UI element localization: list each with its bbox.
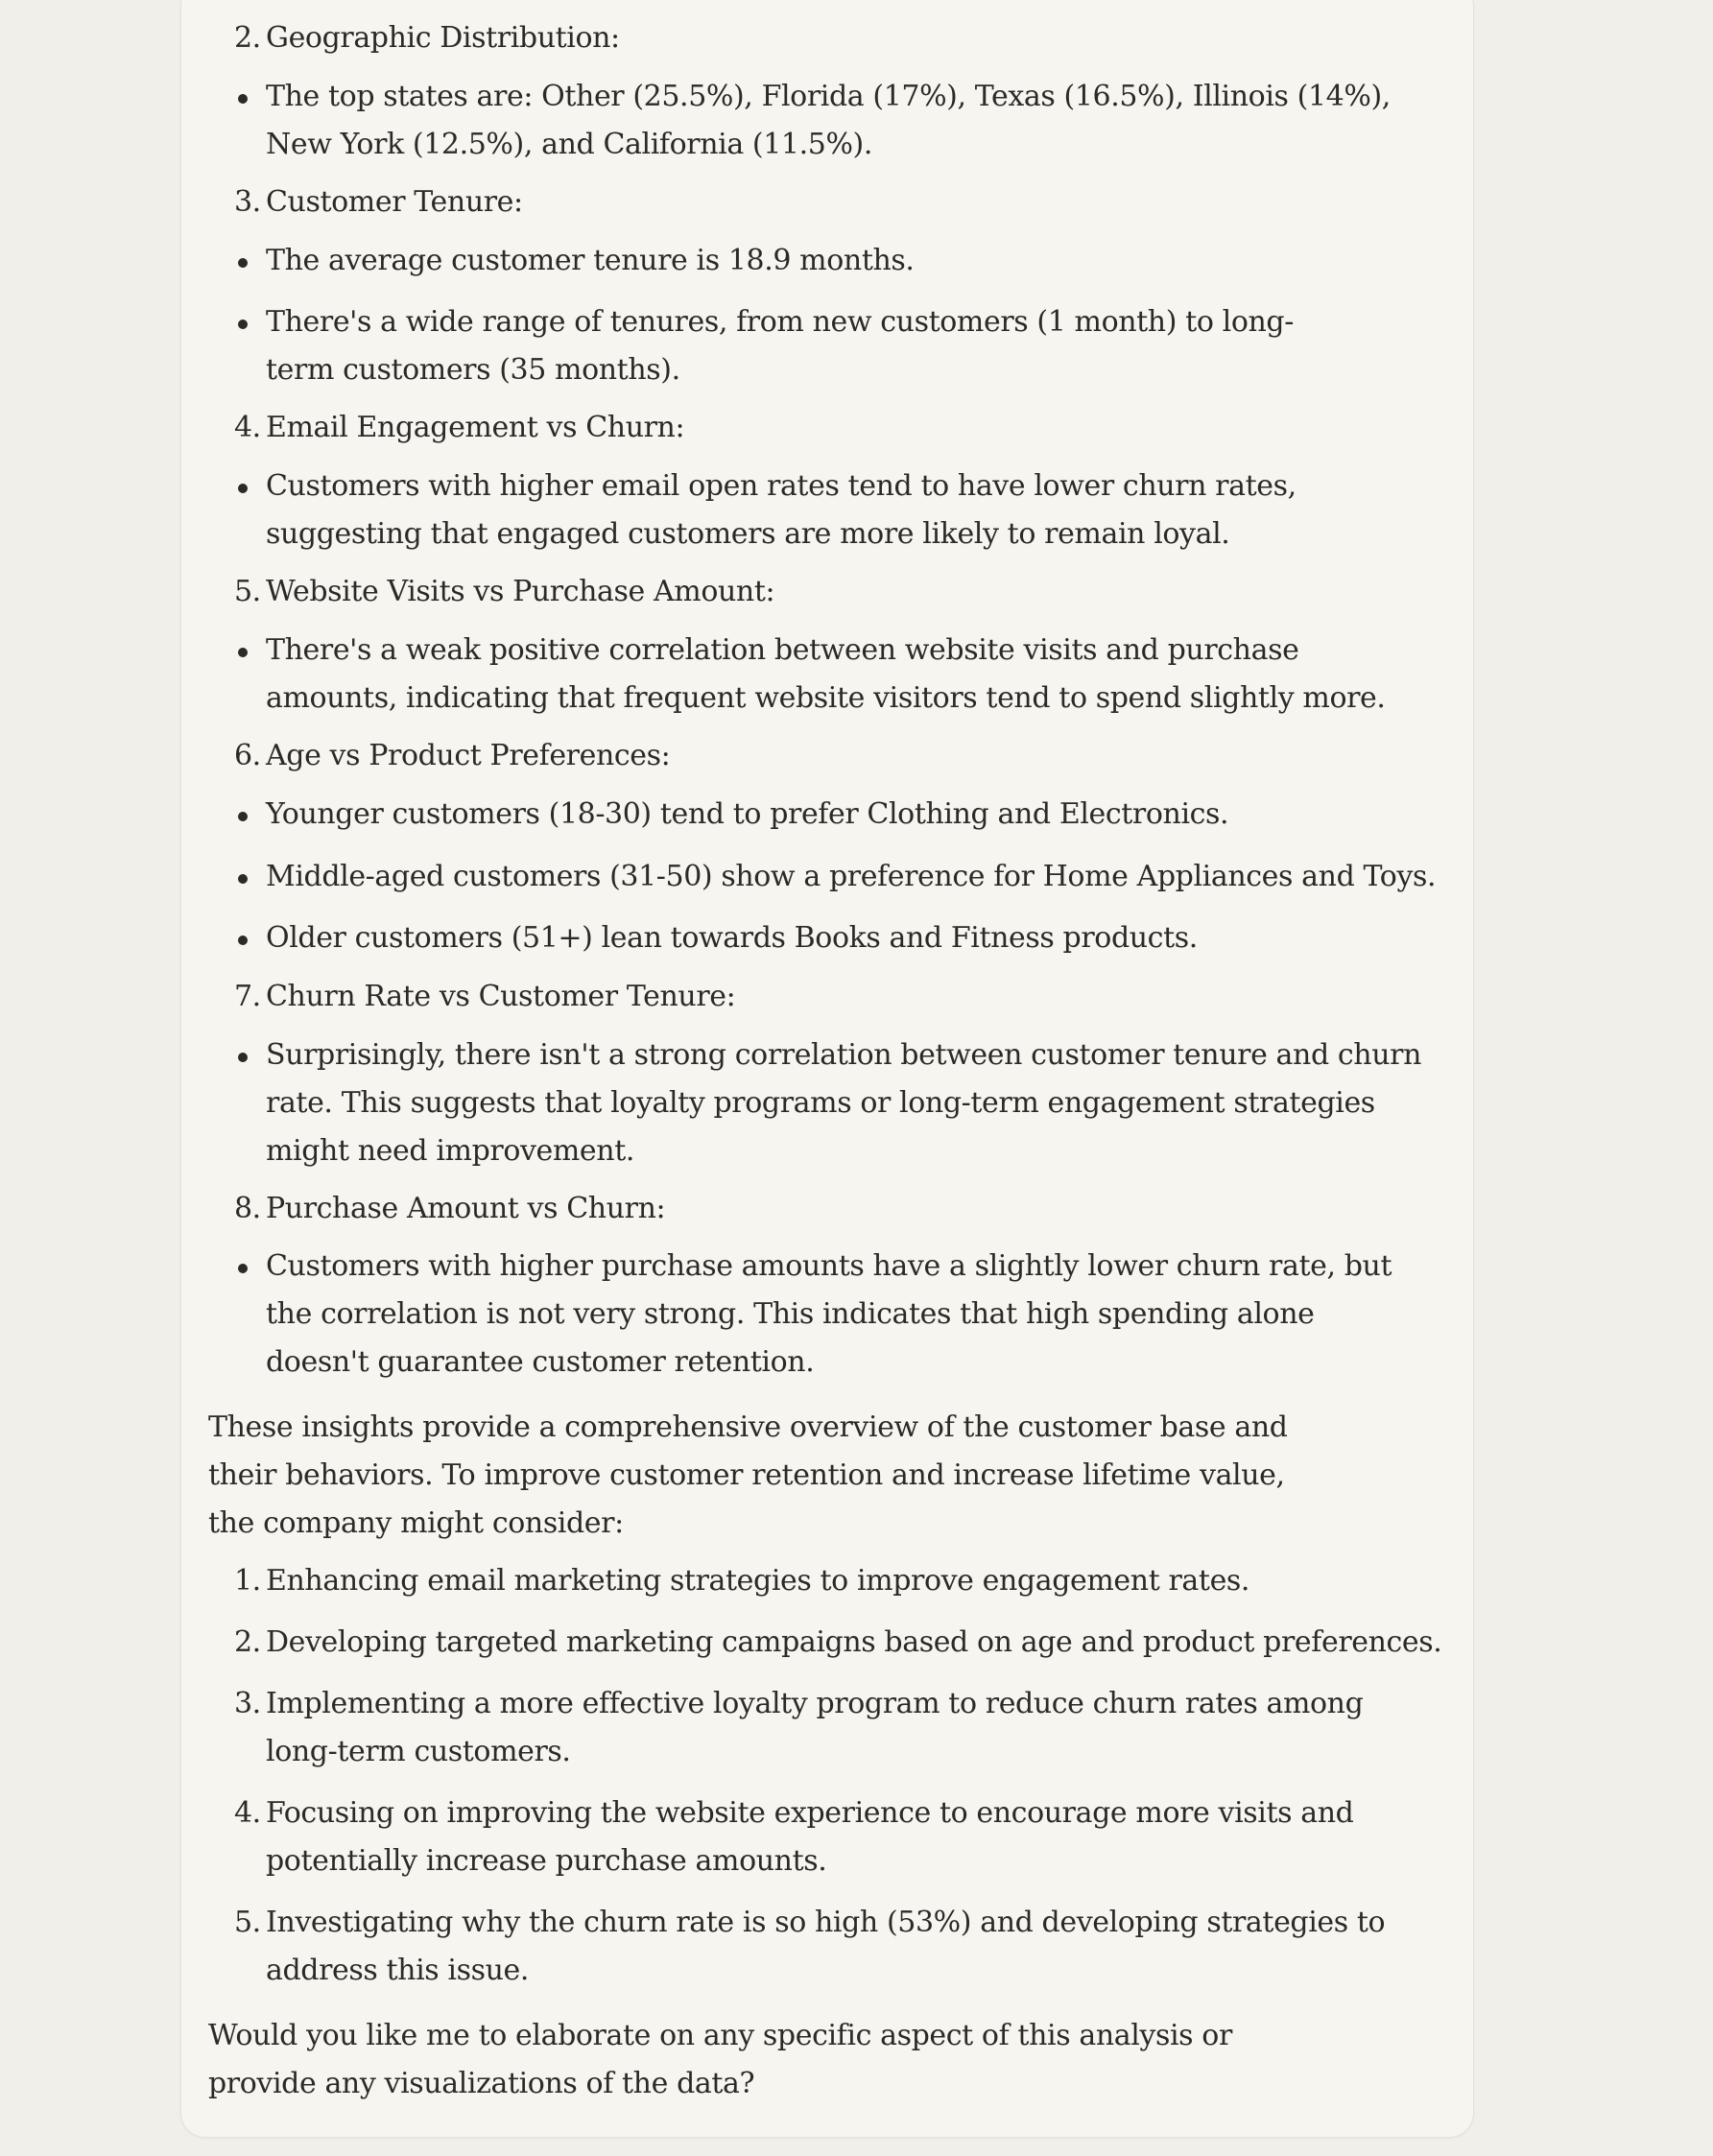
list-item bbox=[208, 1243, 1417, 1386]
list-number: 2. bbox=[234, 1625, 261, 1659]
bullet-dot bbox=[238, 94, 248, 104]
list-number: 6. bbox=[234, 739, 261, 772]
bullet-text: Older customers (51+) lean towards Books and Fitness products. bbox=[266, 921, 1198, 955]
recommendation-item bbox=[208, 1899, 1456, 1995]
list-number: 4. bbox=[234, 1796, 261, 1830]
recommendation-text: Developing targeted marketing campaigns based on age and product preferences. bbox=[266, 1625, 1442, 1659]
list-item bbox=[208, 462, 1417, 558]
list-number: 3. bbox=[234, 185, 261, 219]
bullet-dot bbox=[238, 258, 248, 268]
list-number: 1. bbox=[234, 1564, 261, 1598]
bullet-dot bbox=[238, 874, 248, 884]
bullet-dot bbox=[238, 648, 248, 657]
bullet-text: There's a wide range of tenures, from new customers (1 month) to long-term customers (35 months). bbox=[266, 305, 1294, 387]
list-item bbox=[208, 1031, 1456, 1175]
recommendation-item bbox=[208, 1789, 1360, 1885]
list-item bbox=[208, 73, 1456, 169]
summary-paragraph: These insights provide a comprehensive overview of the customer base and their behaviors. To improve customer retention and increase lifetime value, the company might consider: bbox=[208, 1410, 1288, 1540]
recommendation-text: Investigating why the churn rate is so high (53%) and developing strategies to address this issue. bbox=[266, 1906, 1386, 1987]
section-title: Age vs Product Preferences: bbox=[266, 739, 671, 772]
recommendation-text: Focusing on improving the website experience to encourage more visits and potentially increase purchase amounts. bbox=[266, 1796, 1354, 1878]
bullet-dot bbox=[238, 812, 248, 821]
bullet-text: Younger customers (18-30) tend to prefer Clothing and Electronics. bbox=[266, 797, 1229, 831]
bullet-dot bbox=[238, 1053, 248, 1062]
section-heading bbox=[208, 732, 1456, 780]
section-title: Email Engagement vs Churn: bbox=[266, 411, 685, 444]
section-title: Purchase Amount vs Churn: bbox=[266, 1192, 666, 1225]
bullet-dot bbox=[238, 320, 248, 329]
bullet-dot bbox=[238, 936, 248, 945]
list-item bbox=[208, 853, 1456, 901]
section-title: Churn Rate vs Customer Tenure: bbox=[266, 980, 736, 1013]
recommendation-item bbox=[208, 1619, 1456, 1667]
list-item bbox=[208, 791, 1456, 839]
recommendation-item bbox=[208, 1680, 1413, 1776]
bullet-text: Customers with higher email open rates tend to have lower churn rates, suggesting that engaged customers are more likely to remain loyal. bbox=[266, 469, 1297, 551]
list-item bbox=[208, 237, 1456, 285]
section-title: Customer Tenure: bbox=[266, 185, 523, 219]
list-item bbox=[208, 298, 1360, 394]
bullet-text: The top states are: Other (25.5%), Florida (17%), Texas (16.5%), Illinois (14%), New York (12.5%), and California (11.5%). bbox=[266, 80, 1391, 161]
list-number: 5. bbox=[234, 575, 261, 608]
list-item bbox=[208, 914, 1456, 962]
list-number: 2. bbox=[234, 21, 261, 55]
list-number: 5. bbox=[234, 1906, 261, 1939]
recommendation-text: Enhancing email marketing strategies to improve engagement rates. bbox=[266, 1564, 1250, 1598]
list-item bbox=[208, 627, 1408, 723]
recommendation-item bbox=[208, 1557, 1456, 1605]
list-number: 8. bbox=[234, 1192, 261, 1225]
recommendation-text: Implementing a more effective loyalty program to reduce churn rates among long-term customers. bbox=[266, 1687, 1364, 1768]
section-heading bbox=[208, 973, 1456, 1021]
section-title: Website Visits vs Purchase Amount: bbox=[266, 575, 775, 608]
bullet-text: Customers with higher purchase amounts have a slightly lower churn rate, but the correlation is not very strong. This indicates that high spending alone doesn't guarantee customer retention. bbox=[266, 1249, 1392, 1379]
section-heading bbox=[208, 404, 1456, 452]
section-title: Geographic Distribution: bbox=[266, 21, 620, 55]
bullet-text: Surprisingly, there isn't a strong correlation between customer tenure and churn rate. This suggests that loyalty programs or long-term engagement strategies might need improvement. bbox=[266, 1038, 1422, 1168]
list-number: 3. bbox=[234, 1687, 261, 1720]
list-number: 4. bbox=[234, 411, 261, 444]
bullet-text: The average customer tenure is 18.9 months. bbox=[266, 244, 915, 277]
bullet-text: There's a weak positive correlation between website visits and purchase amounts, indicating that frequent website visitors tend to spend slightly more. bbox=[266, 633, 1386, 715]
bullet-text: Middle-aged customers (31-50) show a preference for Home Appliances and Toys. bbox=[266, 860, 1437, 893]
section-heading bbox=[208, 568, 1456, 616]
section-heading bbox=[208, 1185, 1456, 1233]
section-heading bbox=[208, 178, 1456, 226]
bullet-dot bbox=[238, 484, 248, 493]
list-number: 7. bbox=[234, 980, 261, 1013]
bullet-dot bbox=[238, 1264, 248, 1273]
closing-question: Would you like me to elaborate on any specific aspect of this analysis or provide any visualizations of the data? bbox=[208, 2019, 1232, 2100]
section-heading bbox=[208, 14, 1456, 62]
